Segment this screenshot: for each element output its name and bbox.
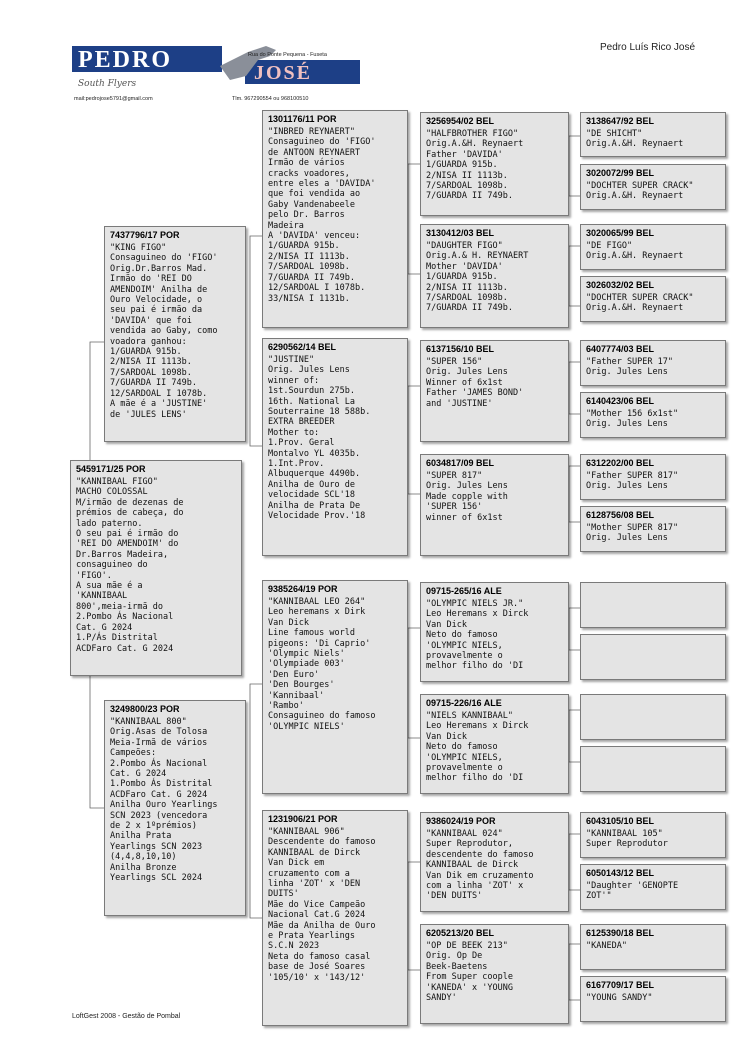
pigeon-description: "Father SUPER 817" Orig. Jules Lens — [586, 471, 679, 492]
ring-number: 3249800/23 POR — [110, 704, 180, 714]
ring-number: 3138647/92 BEL — [586, 116, 655, 126]
pigeon-card-sdss[interactable] — [580, 340, 726, 386]
pigeon-description: "YOUNG SANDY" — [586, 993, 653, 1003]
pigeon-card-ssdd[interactable] — [580, 276, 726, 322]
ring-number: 6312202/00 BEL — [586, 458, 655, 468]
logo-phone: Tlm. 967290554 ou 968100510 — [232, 96, 309, 102]
pigeon-description: "KANNIBAAL FIGO" MACHO COLOSSAL M/irmão de dezenas de prémios de cabeça, do lado paterno. O seu pai é irmão do 'REI DO AMENDOIM' do Dr.Barros Madeira, consaguineo do 'FIGO'. A sua mãe é a 'KANNIBAAL 800',meia-irmã do 2.Pombo Ás Nacional Cat. G 2024 1.P/Ás Distrital ACDFaro Cat. G 2024 — [76, 477, 184, 654]
ring-number: 7437796/17 POR — [110, 230, 180, 240]
pigeon-description: "Mother SUPER 817" Orig. Jules Lens — [586, 523, 679, 544]
pigeon-card-ssd[interactable] — [420, 224, 569, 328]
ring-number: 9386024/19 POR — [426, 816, 496, 826]
pigeon-description: "HALFBROTHER FIGO" Orig.A.&H. Reynaert Father 'DAVIDA' 1/GUARDA 915b. 2/NISA II 1113b. 7/SARDOAL 1098b. 7/GUARDA II 749b. — [426, 129, 524, 202]
pigeon-description: "KANNIBAAL 906" Descendente do famoso KANNIBAAL de Dirck Van Dick em cruzamento com a linha 'ZOT' x 'DEN DUITS' Mãe do Vice Campeão Nacional Cat.G 2024 Mãe da Anilha de Ouro e Prata Yearlings S.C.N 2023 Neta do famoso casal base de José Soares '105/10' x '143/12' — [268, 827, 376, 983]
pigeon-card-empty-1[interactable] — [580, 582, 726, 628]
pigeon-card-ssds[interactable] — [580, 224, 726, 270]
pigeon-card-sdd[interactable] — [420, 454, 569, 556]
pigeon-card-sire-sire[interactable] — [262, 110, 408, 328]
pigeon-card-sdsd[interactable] — [580, 392, 726, 438]
pigeon-description: "INBRED REYNAERT" Consaguineo do 'FIGO' de ANTOON REYNAERT Irmão de vários cracks voadores, entre eles a 'DAVIDA' que foi vendida ao Gaby Vandenabeele pelo Dr. Barros Madeira A 'DAVIDA' venceu: 1/GUARDA 915b. 2/NISA II 1113b. 7/SARDOAL 1098b. 7/GUARDA II 749b. 12/SARDOAL I 1078b. 33/NISA I 1131b. — [268, 127, 376, 304]
pigeon-card-dam[interactable] — [104, 700, 246, 916]
pigeon-description: "DAUGHTER FIGO" Orig.A.& H. REYNAERT Mother 'DAVIDA' 1/GUARDA 915b. 2/NISA II 1113b. 7/SARDOAL 1098b. 7/GUARDA II 749b. — [426, 241, 529, 314]
ring-number: 6128756/08 BEL — [586, 510, 655, 520]
pigeon-card-sdds[interactable] — [580, 454, 726, 500]
pigeon-description: "KANNIBAAL LEO 264" Leo heremans x Dirk Van Dick Line famous world pigeons: 'Di Caprio' 'Olympic Niels' 'Olympiade 003' 'Den Euro' 'Den Bourges' 'Kannibaal' 'Rambo' Consaguineo do famoso 'OLYMPIC NIELS' — [268, 597, 376, 732]
ring-number: 09715-226/16 ALE — [426, 698, 502, 708]
pigeon-description: "NIELS KANNIBAAL" Leo Heremans x Dirck Van Dick Neto do famoso 'OLYMPIC NIELS, provavelmente o melhor filho do 'DI — [426, 711, 529, 784]
ring-number: 6407774/03 BEL — [586, 344, 655, 354]
ring-number: 6034817/09 BEL — [426, 458, 495, 468]
pigeon-card-subject[interactable] — [70, 460, 242, 676]
ring-number: 9385264/19 POR — [268, 584, 338, 594]
owner-name: Pedro Luís Rico José — [600, 42, 696, 53]
pigeon-description: "DE FIGO" Orig.A.&H. Reynaert — [586, 241, 684, 262]
logo-word-2: JOSÉ — [254, 62, 313, 84]
pigeon-description: "KING FIGO" Consaguineo do 'FIGO' Orig.Dr.Barros Mad. Irmão do 'REI DO AMENDOIM' Anilha de Ouro Velocidade, o seu pai é irmão da 'DAVIDA' que foi vendida ao Gaby, como voadora ganhou: 1/GUARDA 915b. 2/NISA II 1113b. 7/SARDOAL 1098b. 7/GUARDA II 749b. 12/SARDOAL I 1078b. A mãe é a 'JUSTINE' de 'JULES LENS' — [110, 243, 218, 420]
ring-number: 1231906/21 POR — [268, 814, 338, 824]
ring-number: 6290562/14 BEL — [268, 342, 337, 352]
pigeon-card-ddss[interactable] — [580, 812, 726, 858]
logo-word-1: PEDRO — [78, 47, 172, 73]
pigeon-card-ddsd[interactable] — [580, 864, 726, 910]
ring-number: 1301176/11 POR — [268, 114, 337, 124]
logo-subtitle: South Flyers — [78, 79, 137, 89]
pigeon-description: "DOCHTER SUPER CRACK" Orig.A.&H. Reynaert — [586, 293, 694, 314]
pigeon-card-dam-sire[interactable] — [262, 580, 408, 794]
pigeon-card-dam-dam[interactable] — [262, 810, 408, 1026]
ring-number: 6050143/12 BEL — [586, 868, 655, 878]
pigeon-card-ssss[interactable] — [580, 112, 726, 157]
pigeon-description: "Mother 156 6x1st" Orig. Jules Lens — [586, 409, 679, 430]
pigeon-description: "SUPER 156" Orig. Jules Lens Winner of 6x1st Father 'JAMES BOND' and 'JUSTINE' — [426, 357, 524, 409]
pigeon-card-ddd[interactable] — [420, 924, 569, 1024]
ring-number: 6205213/20 BEL — [426, 928, 495, 938]
pigeon-description: "Father SUPER 17" Orig. Jules Lens — [586, 357, 673, 378]
ring-number: 6125390/18 BEL — [586, 928, 655, 938]
ring-number: 09715-265/16 ALE — [426, 586, 502, 596]
pigeon-description: "KANNIBAAL 105" Super Reprodutor — [586, 829, 668, 850]
pigeon-card-sire[interactable] — [104, 226, 246, 442]
pigeon-card-empty-2[interactable] — [580, 634, 726, 680]
pigeon-card-sssd[interactable] — [580, 164, 726, 210]
pigeon-description: "KANNIBAAL 800" Orig.Asas de Tolosa Meia-Irmã de vários Campeões: 2.Pombo Ás Nacional Cat. G 2024 1.Pombo Ás Distrital ACDFaro Cat. G 2024 Anilha Ouro Yearlings SCN 2023 (vencedora de 2 x 1ºprémios) Anilha Prata Yearlings SCN 2023 (4,4,8,10,10) Anilha Bronze Yearlings SCL 2024 — [110, 717, 218, 884]
pigeon-description: "DE SHICHT" Orig.A.&H. Reynaert — [586, 129, 684, 150]
pigeon-card-sddd[interactable] — [580, 506, 726, 552]
pigeon-description: "KANNIBAAL 024" Super Reprodutor, descendente do famoso KANNIBAAL de Dirck Van Dik em cruzamento com a linha 'ZOT' x 'DEN DUITS' — [426, 829, 534, 902]
ring-number: 6167709/17 BEL — [586, 980, 655, 990]
logo-address: Rua do Ponte Pequena - Fuseta — [248, 52, 327, 58]
pigeon-description: "DOCHTER SUPER CRACK" Orig.A.&H. Reynaert — [586, 181, 694, 202]
pigeon-description: "KANEDA" — [586, 941, 627, 951]
pigeon-card-dddd[interactable] — [580, 976, 726, 1022]
pigeon-description: "JUSTINE" Orig. Jules Lens winner of: 1st.Sourdun 275b. 16th. National La Souterraine 18 588b. EXTRA BREEDER Mother to: 1.Prov. Geral Montalvo YL 4035b. 1.Int.Prov. Albuquerque 4490b. Anilha de Ouro de velocidade SCL'18 Anilha de Prata De Velocidade Prov.'18 — [268, 355, 371, 522]
pigeon-card-ddds[interactable] — [580, 924, 726, 970]
pigeon-card-empty-4[interactable] — [580, 746, 726, 792]
pigeon-description: "OP DE BEEK 213" Orig. Op De Beek-Baetens From Super coople 'KANEDA' x 'YOUNG SANDY' — [426, 941, 513, 1004]
ring-number: 6043105/10 BEL — [586, 816, 655, 826]
logo-email: mail:pedrojose5791@gmail.com — [74, 96, 153, 102]
pigeon-card-dss[interactable] — [420, 582, 569, 682]
ring-number: 3026032/02 BEL — [586, 280, 655, 290]
ring-number: 5459171/25 POR — [76, 464, 146, 474]
pigeon-card-empty-3[interactable] — [580, 694, 726, 740]
pigeon-description: "Daughter 'GENOPTE ZOT'" — [586, 881, 679, 902]
ring-number: 6140423/06 BEL — [586, 396, 655, 406]
ring-number: 3020072/99 BEL — [586, 168, 655, 178]
ring-number: 3020065/99 BEL — [586, 228, 655, 238]
pigeon-card-sss[interactable] — [420, 112, 569, 216]
pigeon-card-sds[interactable] — [420, 340, 569, 442]
pigeon-card-dsd[interactable] — [420, 694, 569, 794]
pigeon-description: "OLYMPIC NIELS JR." Leo Heremans x Dirck Van Dick Neto do famoso 'OLYMPIC NIELS, provavelmente o melhor filho do 'DI — [426, 599, 529, 672]
ring-number: 6137156/10 BEL — [426, 344, 495, 354]
pigeon-description: "SUPER 817" Orig. Jules Lens Made copple with 'SUPER 156' winner of 6x1st — [426, 471, 508, 523]
pigeon-card-sire-dam[interactable] — [262, 338, 408, 556]
ring-number: 3256954/02 BEL — [426, 116, 495, 126]
footer-credit: LoftGest 2008 - Gestão de Pombal — [72, 1013, 181, 1020]
ring-number: 3130412/03 BEL — [426, 228, 495, 238]
pigeon-card-dds[interactable] — [420, 812, 569, 912]
